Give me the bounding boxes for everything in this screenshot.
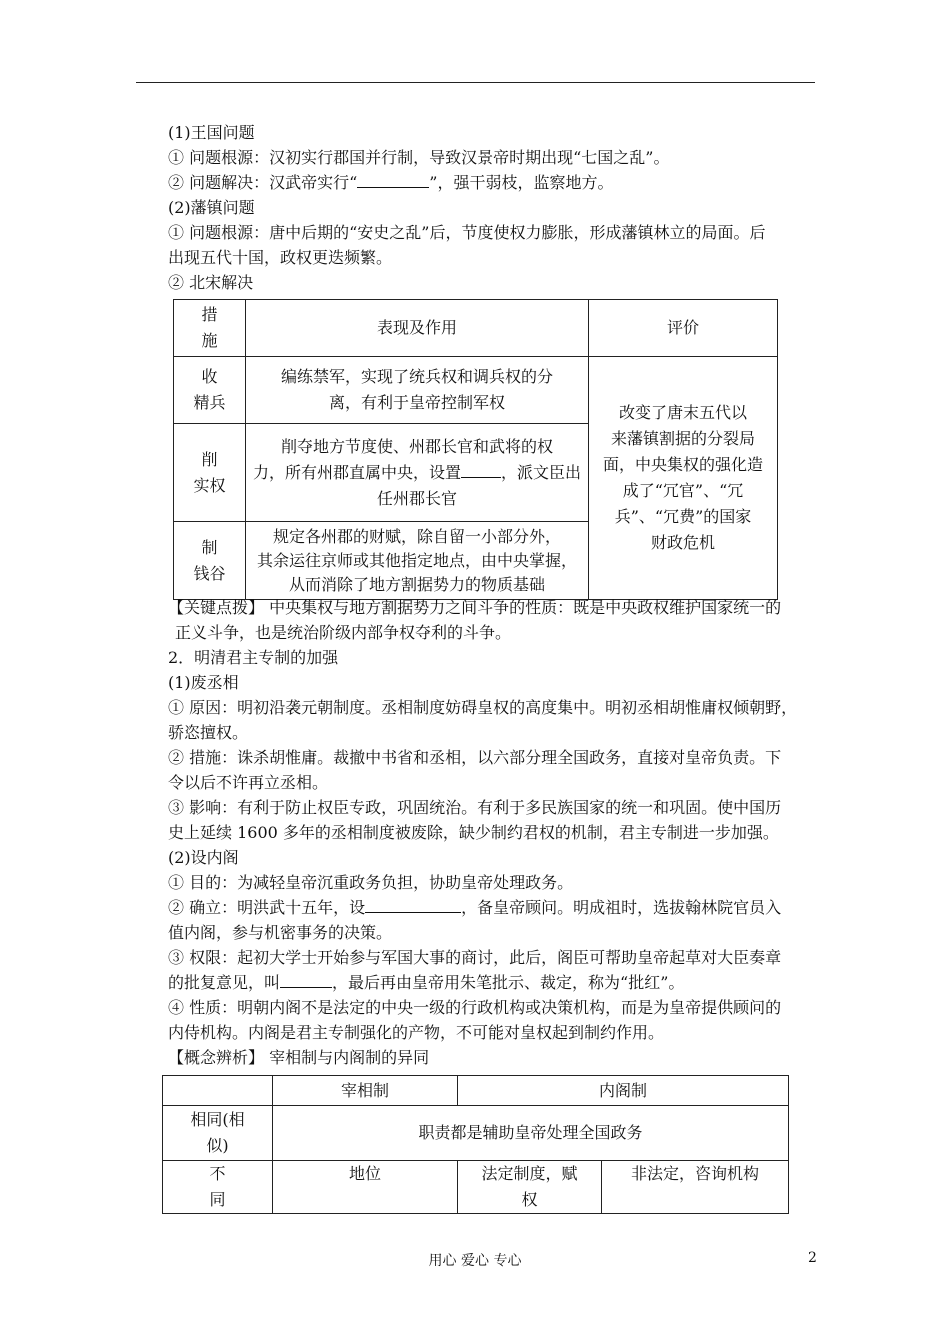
effect-cell: 规定各州郡的财赋，除自留一小部分外， 其余运往京师或其他指定地点，由中央掌握， 从而消除了地方割据势力的物质基础: [246, 522, 589, 600]
header-eval: 评价: [589, 300, 778, 357]
fanzhen-root-2: 出现五代十国，政权更迭频繁。: [168, 248, 393, 267]
impact-1: ③ 影响：有利于防止权臣专政，巩固统治。有利于多民族国家的统一和巩固。使中国历: [168, 798, 782, 817]
comparison-table: [162, 1075, 789, 1214]
measure-cell: 收 精兵: [174, 357, 246, 424]
blank-underline: [280, 973, 332, 988]
measure-1: ② 措施：诛杀胡惟庸。裁撤中书省和丞相，以六部分理全国政务，直接对皇帝负责。下: [168, 748, 782, 767]
header-zaixiang: 宰相制: [273, 1076, 458, 1106]
fanzhen-root-1: ① 问题根源：唐中后期的“安史之乱”后，节度使权力膨胀，形成藩镇林立的局面。后: [168, 223, 766, 242]
diff-zaixiang: 法定制度，赋 权: [458, 1161, 602, 1214]
heading-abolish: (1)废丞相: [168, 673, 239, 692]
corner-cell: [163, 1076, 273, 1106]
heading-fanzhen: (2)藩镇问题: [168, 198, 255, 217]
header-measure: 措 施: [174, 300, 246, 357]
blank-underline: [365, 898, 461, 913]
power-2: 的批复意见，叫 ，最后再由皇帝用朱笔批示、裁定，称为“批红”。: [168, 973, 685, 992]
impact-2: 史上延续 1600 多年的丞相制度被废除，缺少制约君权的机制，君主专制进一步加强。: [168, 823, 779, 842]
concept-title: 【概念辨析】 宰相制与内阁制的异同: [168, 1048, 430, 1067]
effect-cell: 削夺地方节度使、州郡长官和武将的权 力，所有州郡直属中央，设置 ，派文臣出 任州郡长官: [246, 424, 589, 522]
evaluation-cell: 改变了唐末五代以 来藩镇割据的分裂局 面，中央集权的强化造 成了“冗官”、“冗 兵”、“冗费”的国家 财政危机: [589, 357, 778, 600]
header-effect: 表现及作用: [246, 300, 589, 357]
wangguo-root: ① 问题根源：汉初实行郡国并行制，导致汉景帝时期出现“七国之乱”。: [168, 148, 670, 167]
key-point-1: 【关键点拨】 中央集权与地方割据势力之间斗争的性质：既是中央政权维护国家统一的: [168, 598, 782, 617]
measure-cell: 制 钱谷: [174, 522, 246, 600]
measure-2: 令以后不许再立丞相。: [168, 773, 329, 792]
nature-1: ④ 性质：明朝内阁不是法定的中央一级的行政机构或决策机构，而是为皇帝提供顾问的: [168, 998, 782, 1017]
header-neige: 内阁制: [458, 1076, 789, 1106]
section2-title: 2．明清君主专制的加强: [168, 648, 339, 667]
diff-neige: 非法定，咨询机构: [602, 1161, 789, 1214]
heading-wangguo: (1)王国问题: [168, 123, 255, 142]
heading-cabinet: (2)设内阁: [168, 848, 239, 867]
northern-song-table: [173, 299, 778, 600]
cause-2: 骄恣擅权。: [168, 723, 249, 742]
blank-underline: [357, 173, 429, 188]
blank-underline: [461, 463, 501, 478]
header-rule: [136, 82, 815, 83]
same-label: 相同(相 似): [163, 1106, 273, 1161]
establish-2: 值内阁，参与机密事务的决策。: [168, 923, 393, 942]
same-text: 职责都是辅助皇帝处理全国政务: [273, 1106, 789, 1161]
key-point-2: 正义斗争，也是统治阶级内部争权夺利的斗争。: [175, 623, 512, 642]
establish-1: ② 确立：明洪武十五年，设 ，备皇帝顾问。明成祖时，选拔翰林院官员入: [168, 898, 782, 917]
cause-1: ① 原因：明初沿袭元朝制度。丞相制度妨碍皇权的高度集中。明初丞相胡惟庸权倾朝野，: [168, 698, 798, 717]
northern-song-heading: ② 北宋解决: [168, 273, 254, 292]
wangguo-solve: ② 问题解决：汉武帝实行“ ”，强干弱枝，监察地方。: [168, 173, 614, 192]
diff-label: 不 同: [163, 1161, 273, 1214]
page-number: 2: [808, 1250, 817, 1266]
effect-cell: 编练禁军，实现了统兵权和调兵权的分 离，有利于皇帝控制军权: [246, 357, 589, 424]
nature-2: 内侍机构。内阁是君主专制强化的产物，不可能对皇权起到制约作用。: [168, 1023, 665, 1042]
purpose: ① 目的：为减轻皇帝沉重政务负担，协助皇帝处理政务。: [168, 873, 574, 892]
diff-item: 地位: [273, 1161, 458, 1214]
footer-motto: 用心 爱心 专心: [428, 1253, 522, 1269]
power-1: ③ 权限：起初大学士开始参与军国大事的商讨，此后，阁臣可帮助皇帝起草对大臣奏章: [168, 948, 782, 967]
measure-cell: 削 实权: [174, 424, 246, 522]
